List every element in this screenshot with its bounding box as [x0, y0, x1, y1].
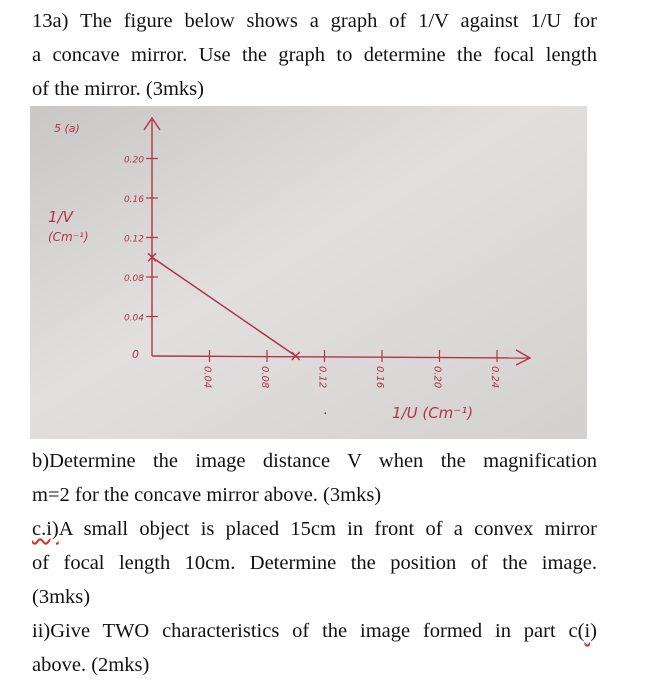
question-13b	[32, 444, 597, 512]
x-tick-label: 0.16	[374, 366, 385, 389]
question-13c-line-2: of focal length 10cm. Determine the position of the image.	[32, 552, 597, 574]
x-tick-label: 0.04	[201, 366, 213, 389]
y-tick-label: 0.20	[123, 155, 144, 166]
x-axis-label: 1/U (Cm⁻¹)	[392, 404, 474, 422]
y-axis-unit: (Cm⁻¹)	[48, 230, 89, 244]
x-tick-label: 0.12	[316, 366, 328, 389]
question-13a-line-1: 13a) The figure below shows a graph of 1/V against 1/U for	[32, 10, 597, 32]
question-13c-part-ref: i	[584, 620, 591, 642]
origin-label: 0	[132, 348, 139, 361]
question-13c	[32, 512, 597, 682]
y-tick-label: 0.08	[123, 274, 144, 284]
question-13a-line-2: a concave mirror. Use the graph to determine the focal length	[32, 44, 597, 66]
y-tick-label: 0.12	[123, 234, 144, 245]
x-tick-label: 0.20	[431, 366, 443, 389]
question-13c-line-5: above. (2mks)	[32, 654, 150, 676]
question-13c-line-4	[32, 614, 597, 648]
question-13c-line-3: (3mks)	[32, 586, 91, 608]
question-13c-line-1-text: A small object is placed 15cm in front of a convex mirror	[58, 518, 597, 540]
pen-dot: ·	[323, 407, 328, 422]
question-13b-line-1: b)Determine the image distance V when the magnification	[32, 450, 597, 472]
corner-note: 5 (a)	[54, 122, 80, 135]
question-13b-line-2: m=2 for the concave mirror above. (3mks)	[32, 484, 382, 506]
y-axis-label: 1/V	[48, 208, 73, 226]
graph-photo	[30, 106, 587, 439]
y-tick-label: 0.16	[123, 195, 144, 205]
x-tick-label: 0.08	[259, 366, 270, 389]
question-13c-line-1	[32, 512, 597, 546]
y-tick-label: 0.04	[123, 313, 144, 324]
question-13c-line-4-close: )	[590, 620, 597, 642]
question-13c-line-4-text: ii)Give TWO characteristics of the image formed in part c(	[32, 620, 585, 642]
question-13c-part-label: c.i)	[32, 518, 59, 540]
x-tick-label: 0.24	[489, 366, 500, 389]
question-13a-line-3: of the mirror. (3mks)	[32, 78, 204, 100]
question-13a	[32, 4, 597, 106]
paper-background	[30, 106, 587, 439]
